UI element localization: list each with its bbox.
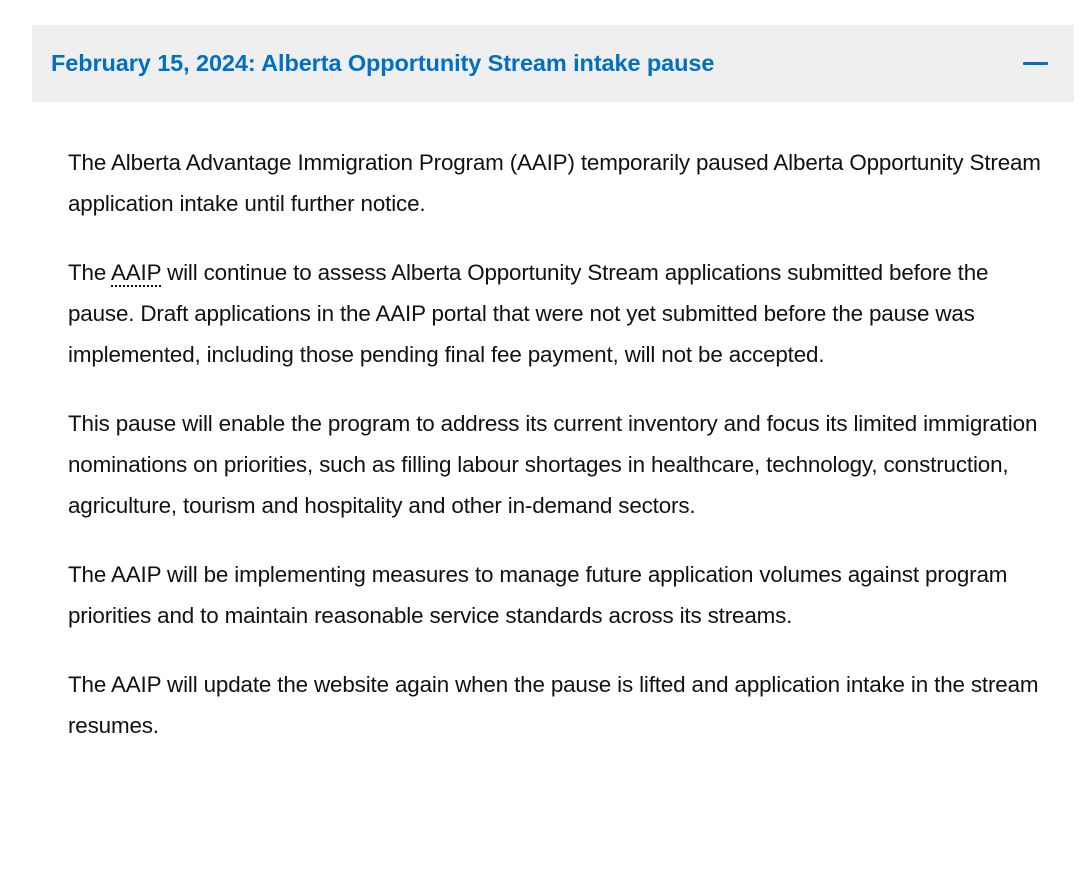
paragraph-2-rest: will continue to assess Alberta Opportunity Stream applications submitted before the pause. Draft applications in the AAIP portal that were not yet submitted before the pause was implemented, including those pending final fee payment, will not be accepted. bbox=[68, 260, 989, 367]
paragraph-5: The AAIP will update the website again when the pause is lifted and application intake in the stream resumes. bbox=[68, 672, 1039, 738]
aaip-abbreviation[interactable]: AAIP bbox=[110, 260, 161, 285]
paragraph-2-prefix: The bbox=[68, 260, 111, 285]
paragraph-4: The AAIP will be implementing measures to manage future application volumes against program priorities and to maintain reasonable service standards across its streams. bbox=[68, 562, 1008, 628]
accordion-body bbox=[32, 102, 1074, 746]
paragraph-2 bbox=[68, 252, 1044, 375]
paragraph-1: The Alberta Advantage Immigration Program (AAIP) temporarily paused Alberta Opportunity Stream application intake until further notice. bbox=[68, 150, 1041, 216]
paragraph-3: This pause will enable the program to address its current inventory and focus its limited immigration nominations on priorities, such as filling labour shortages in healthcare, technology, construction, agriculture, tourism and hospitality and other in-demand sectors. bbox=[68, 411, 1038, 518]
accordion bbox=[32, 25, 1074, 774]
minus-icon[interactable] bbox=[1022, 51, 1048, 77]
accordion-title[interactable]: February 15, 2024: Alberta Opportunity Stream intake pause bbox=[51, 50, 715, 76]
accordion-header[interactable] bbox=[32, 25, 1074, 102]
